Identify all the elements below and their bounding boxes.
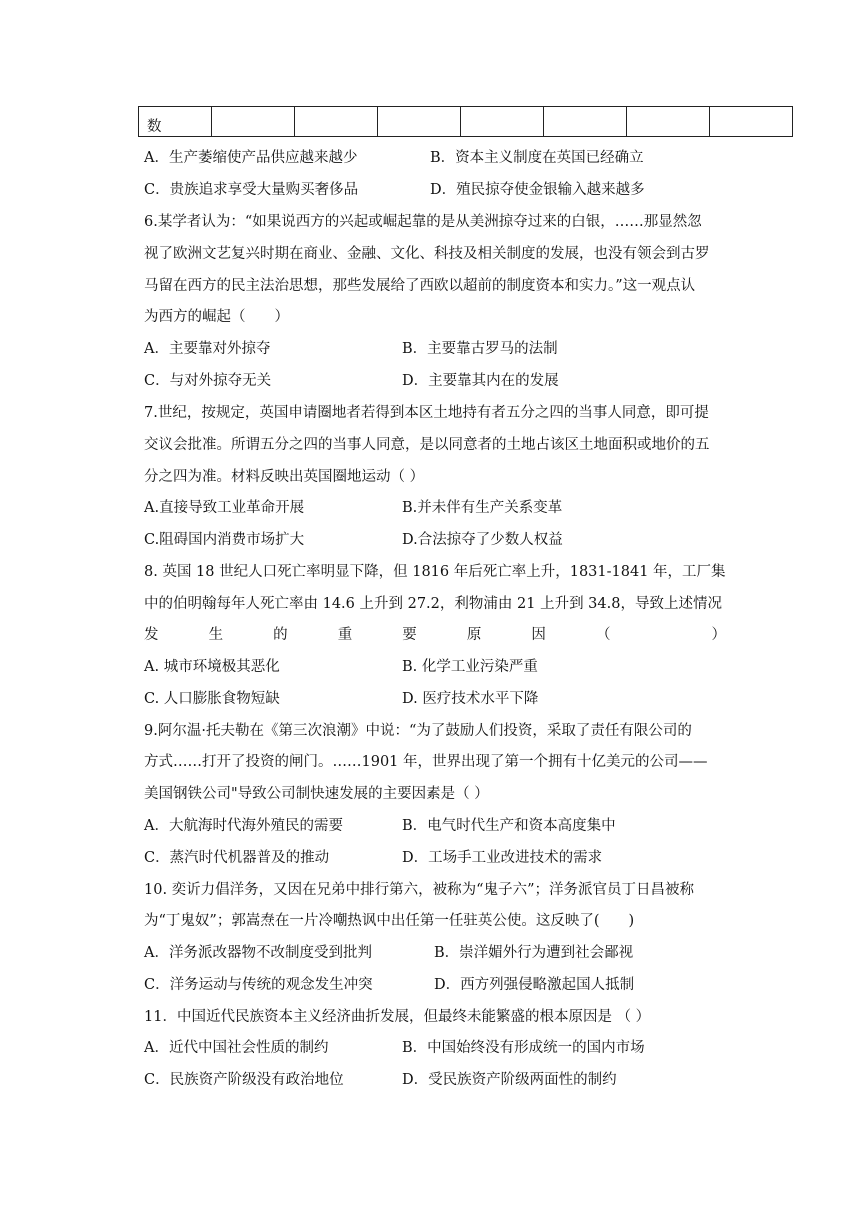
q6-option-b: B．主要靠古罗马的法制 [402, 341, 558, 357]
q11-option-b: B．中国始终没有形成统一的国内市场 [402, 1040, 645, 1056]
answer-table [138, 106, 793, 137]
table-cell [710, 107, 793, 137]
table-cell [544, 107, 627, 137]
q8-char: 因 [531, 627, 546, 643]
q10-option-a: A．洋务派改器物不改制度受到批判 [144, 945, 372, 961]
q8-answer-bracket [596, 625, 726, 645]
q7-option-b: B.并未伴有生产关系变革 [402, 500, 563, 516]
q8-char: 重 [337, 627, 353, 643]
q7-stem-line: 7.世纪，按规定，英国申请圈地者若得到本区土地持有者五分之四的当事人同意，即可提 [144, 405, 709, 421]
q9-stem-line: 美国钢铁公司"导致公司制快速发展的主要因素是（ ） [144, 786, 489, 802]
q5-option-d: D．殖民掠夺使金银输入越来越多 [430, 182, 645, 198]
q9-stem-line: 方式……打开了投资的闸门。……1901 年，世界出现了第一个拥有十亿美元的公司—— [144, 754, 708, 770]
q7-stem-line: 分之四为准。材料反映出英国圈地运动（ ） [144, 469, 425, 485]
q10-option-d: D．西方列强侵略激起国人抵制 [434, 977, 635, 993]
table-cell [295, 107, 378, 137]
table-cell [627, 107, 710, 137]
q11-option-d: D．受民族资产阶级两面性的制约 [402, 1072, 617, 1088]
q8-option-a: A. 城市环境极其恶化 [144, 659, 280, 675]
q6-option-a: A．主要靠对外掠夺 [144, 341, 271, 357]
q6-stem-line: 6.某学者认为：“如果说西方的兴起或崛起靠的是从美洲掠夺过来的白银，……那显然忽 [144, 214, 702, 230]
q8-char: 生 [208, 627, 224, 643]
q6-stem-line: 马留在西方的民主法治思想，那些发展给了西欧以超前的制度资本和实力。”这一观点认 [144, 278, 696, 294]
q8-char: ） [711, 627, 726, 643]
q8-char: 原 [466, 627, 482, 643]
table-cell [378, 107, 461, 137]
q10-stem-line: 10. 奕䜣力倡洋务，又因在兄弟中排行第六，被称为“鬼子六”；洋务派官员丁日昌被称 [144, 882, 694, 898]
q11-option-c: C．民族资产阶级没有政治地位 [144, 1072, 344, 1088]
q10-option-c: C．洋务运动与传统的观念发生冲突 [144, 977, 373, 993]
q8-char: （ [595, 627, 611, 643]
table-cell: 数 [139, 107, 212, 137]
q5-option-b: B．资本主义制度在英国已经确立 [430, 150, 644, 166]
q8-option-c: C. 人口膨胀食物短缺 [144, 691, 280, 707]
q6-stem-line: 视了欧洲文艺复兴时期在商业、金融、文化、科技及相关制度的发展，也没有领会到古罗 [144, 246, 710, 262]
q6-stem-line: 为西方的崛起（ ） [144, 309, 289, 325]
q5-option-c: C．贵族追求享受大量购买奢侈品 [144, 182, 359, 198]
q7-stem-line: 交议会批准。所谓五分之四的当事人同意，是以同意者的土地占该区土地面积或地价的五 [144, 437, 710, 453]
q6-option-c: C．与对外掠夺无关 [144, 373, 272, 389]
q7-option-c: C.阻碍国内消费市场扩大 [144, 532, 305, 548]
q9-option-b: B．电气时代生产和资本高度集中 [402, 818, 616, 834]
q7-option-d: D.合法掠夺了少数人权益 [402, 532, 563, 548]
q5-option-a: A．生产萎缩使产品供应越来越少 [144, 150, 358, 166]
q8-option-b: B. 化学工业污染严重 [402, 659, 538, 675]
q6-option-d: D．主要靠其内在的发展 [402, 373, 559, 389]
q9-stem-line: 9.阿尔温·托夫勒在《第三次浪潮》中说：“为了鼓励人们投资，采取了责任有限公司的 [144, 723, 692, 739]
table-row [139, 107, 793, 137]
q9-option-a: A．大航海时代海外殖民的需要 [144, 818, 343, 834]
q8-stem-line: 中的伯明翰每年人死亡率由 14.6 上升到 27.2，利物浦由 21 上升到 34.8，导致上述情况 [144, 596, 722, 612]
q8-char: 要 [402, 627, 417, 643]
q8-stem-justified-line [144, 625, 726, 645]
q11-stem-line: 11．中国近代民族资本主义经济曲折发展，但最终未能繁盛的根本原因是 （ ） [144, 1009, 651, 1025]
table-cell [461, 107, 544, 137]
q9-option-d: D．工场手工业改进技术的需求 [402, 850, 603, 866]
q10-option-b: B．崇洋媚外行为遭到社会鄙视 [434, 945, 634, 961]
table-cell [212, 107, 295, 137]
q7-option-a: A.直接导致工业革命开展 [144, 500, 305, 516]
q8-char: 的 [273, 627, 288, 643]
q8-option-d: D. 医疗技术水平下降 [402, 691, 539, 707]
q11-option-a: A．近代中国社会性质的制约 [144, 1040, 329, 1056]
q8-char: 发 [144, 627, 159, 643]
q8-stem-line: 8. 英国 18 世纪人口死亡率明显下降，但 1816 年后死亡率上升，1831-1841 年，工厂集 [144, 564, 726, 580]
q9-option-c: C．蒸汽时代机器普及的推动 [144, 850, 330, 866]
q10-stem-line: 为“丁鬼奴”；郭嵩焘在一片冷嘲热讽中出任第一任驻英公使。这反映了( ) [144, 913, 635, 929]
